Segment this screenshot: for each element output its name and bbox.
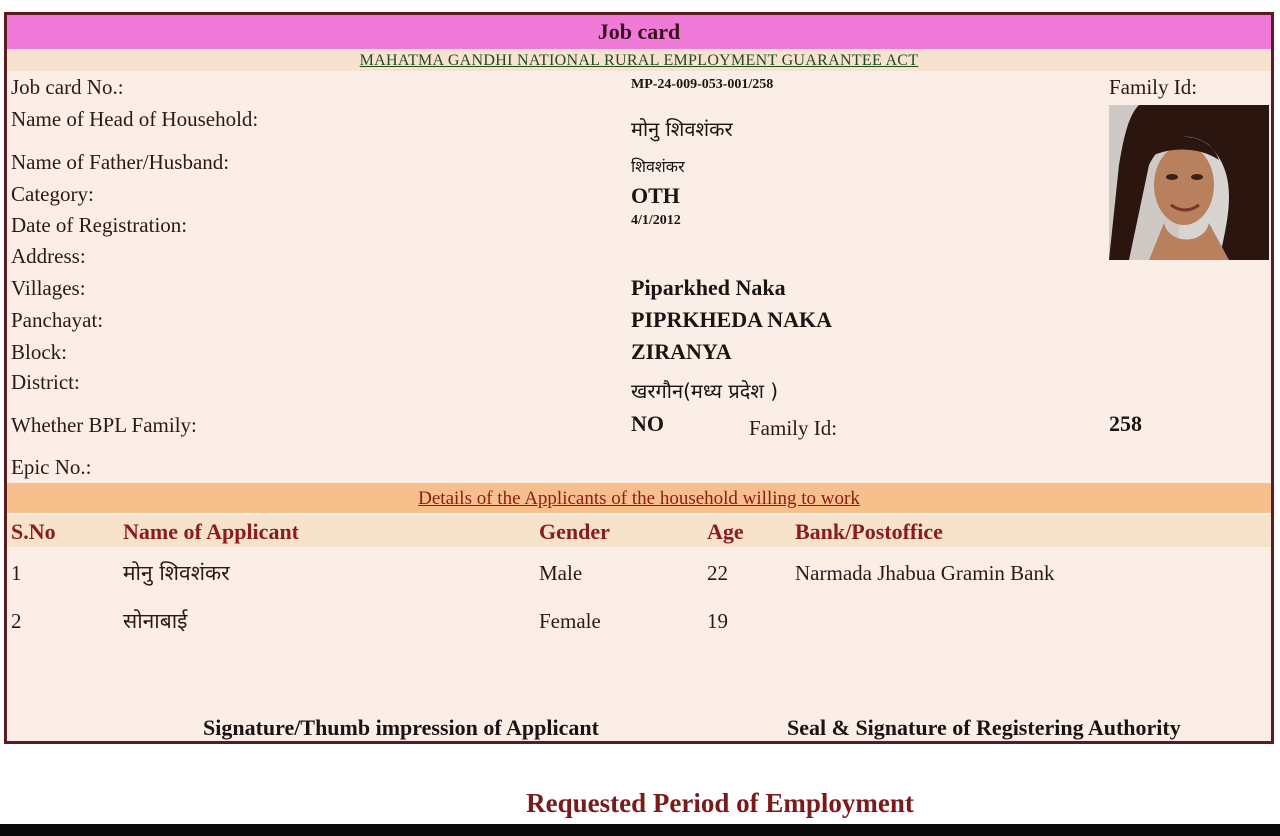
villages-value: Piparkhed Naka [631,275,786,300]
family-id-label: Family Id: [1109,75,1198,99]
act-banner [7,49,1271,71]
bpl-label: Whether BPL Family: [11,413,197,437]
details-heading [7,483,1271,513]
row2-gender: Female [539,609,601,633]
job-card-no-label: Job card No.: [11,75,124,99]
job-card-no-value: MP-24-009-053-001/258 [631,77,774,92]
address-label: Address: [11,244,86,268]
block-value: ZIRANYA [631,339,732,364]
row2-age: 19 [707,609,728,633]
head-value: मोनु शिवशंकर [631,117,733,141]
requested-period-heading: Requested Period of Employment [526,788,914,818]
reg-date-value: 4/1/2012 [631,213,681,228]
category-label: Category: [11,182,94,206]
villages-label: Villages: [11,276,86,300]
category-value: OTH [631,183,680,208]
signature-authority: Seal & Signature of Registering Authority [787,715,1181,740]
row2-sno: 2 [11,609,22,633]
header-sno: S.No [11,519,56,544]
district-label: District: [11,370,80,394]
head-label: Name of Head of Household: [11,107,259,131]
family-id-inline-value: 258 [1109,411,1142,436]
row1-sno: 1 [11,561,22,585]
header-gender: Gender [539,519,610,544]
row1-name: मोनु शिवशंकर [123,561,230,585]
father-value: शिवशंकर [631,157,685,176]
reg-date-label: Date of Registration: [11,213,188,237]
district-value: खरगौन(मध्य प्रदेश ) [631,379,779,403]
table-row [7,551,1271,591]
card-title: Job card [7,15,1271,49]
row2-name: सोनाबाई [123,609,188,633]
applicant-photo [1109,105,1269,260]
signature-applicant: Signature/Thumb impression of Applicant [203,715,599,740]
header-name: Name of Applicant [123,519,299,544]
father-label: Name of Father/Husband: [11,150,230,174]
table-row [7,599,1271,639]
panchayat-label: Panchayat: [11,308,104,332]
table-header-row [7,515,1271,547]
row1-bank: Narmada Jhabua Gramin Bank [795,561,1055,585]
bottom-divider [0,824,1280,836]
bpl-value: NO [631,411,664,436]
row1-gender: Male [539,561,583,585]
row1-age: 22 [707,561,728,585]
job-card [4,12,1274,744]
act-title: MAHATMA GANDHI NATIONAL RURAL EMPLOYMENT GUARANTEE ACT [359,52,919,69]
header-age: Age [707,519,744,544]
family-id-inline-label: Family Id: [749,416,838,440]
header-bank: Bank/Postoffice [795,519,943,544]
panchayat-value: PIPRKHEDA NAKA [631,307,833,332]
block-label: Block: [11,340,67,364]
details-title: Details of the Applicants of the household willing to work [418,488,860,509]
epic-label: Epic No.: [11,455,92,479]
